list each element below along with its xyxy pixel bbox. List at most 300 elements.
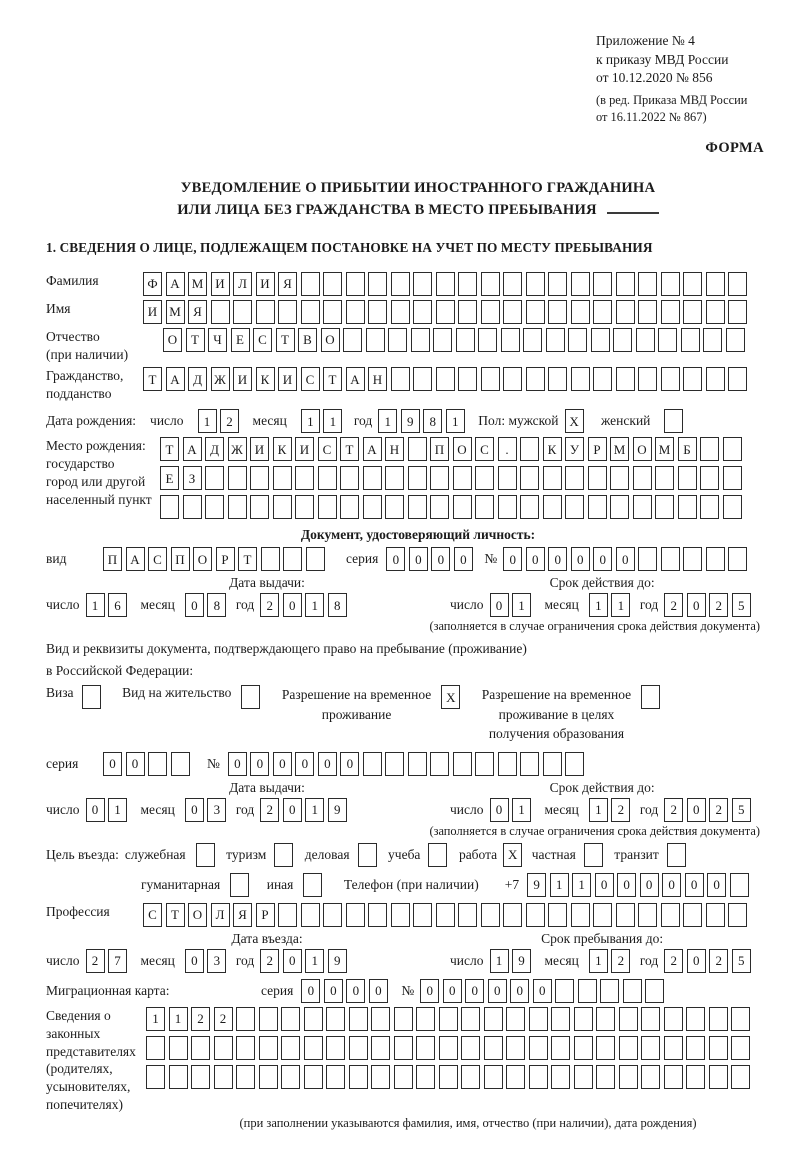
char-cell[interactable]: [574, 1007, 593, 1031]
char-cell[interactable]: 0: [533, 979, 552, 1003]
char-cell[interactable]: [484, 1007, 503, 1031]
char-cell[interactable]: [259, 1065, 278, 1089]
char-cell[interactable]: М: [188, 272, 207, 296]
char-cell[interactable]: [526, 300, 545, 324]
char-cell[interactable]: [641, 1065, 660, 1089]
char-cell[interactable]: 1: [572, 873, 591, 897]
char-cell[interactable]: [655, 495, 674, 519]
char-cell[interactable]: [458, 272, 477, 296]
char-cell[interactable]: 2: [709, 949, 728, 973]
char-cell[interactable]: И: [143, 300, 162, 324]
char-cell[interactable]: [146, 1065, 165, 1089]
char-cell[interactable]: [686, 1036, 705, 1060]
char-cell[interactable]: 0: [490, 798, 509, 822]
char-cell[interactable]: [228, 495, 247, 519]
checkbox-cell[interactable]: [641, 685, 660, 709]
char-cell[interactable]: 1: [169, 1007, 188, 1031]
char-cell[interactable]: Р: [216, 547, 235, 571]
char-cell[interactable]: [436, 272, 455, 296]
char-cell[interactable]: Я: [188, 300, 207, 324]
char-cell[interactable]: [250, 495, 269, 519]
char-cell[interactable]: [619, 1036, 638, 1060]
char-cell[interactable]: 3: [207, 949, 226, 973]
char-cell[interactable]: [548, 903, 567, 927]
char-cell[interactable]: [160, 495, 179, 519]
char-cell[interactable]: 1: [323, 409, 342, 433]
char-cell[interactable]: 0: [103, 752, 122, 776]
char-cell[interactable]: 1: [550, 873, 569, 897]
char-cell[interactable]: [591, 328, 610, 352]
char-cell[interactable]: [430, 466, 449, 490]
char-cell[interactable]: 1: [86, 593, 105, 617]
char-cell[interactable]: [709, 1007, 728, 1031]
char-cell[interactable]: [304, 1065, 323, 1089]
char-cell[interactable]: [475, 495, 494, 519]
char-cell[interactable]: [548, 272, 567, 296]
char-cell[interactable]: [461, 1036, 480, 1060]
char-cell[interactable]: [633, 466, 652, 490]
char-cell[interactable]: Л: [211, 903, 230, 927]
char-cell[interactable]: 2: [664, 593, 683, 617]
char-cell[interactable]: 0: [431, 547, 450, 571]
char-cell[interactable]: 9: [328, 798, 347, 822]
char-cell[interactable]: [551, 1007, 570, 1031]
char-cell[interactable]: [706, 272, 725, 296]
char-cell[interactable]: [233, 300, 252, 324]
char-cell[interactable]: К: [256, 367, 275, 391]
char-cell[interactable]: 0: [595, 873, 614, 897]
char-cell[interactable]: И: [278, 367, 297, 391]
char-cell[interactable]: 0: [617, 873, 636, 897]
char-cell[interactable]: 0: [318, 752, 337, 776]
char-cell[interactable]: [600, 979, 619, 1003]
char-cell[interactable]: [368, 272, 387, 296]
char-cell[interactable]: [636, 328, 655, 352]
char-cell[interactable]: [430, 495, 449, 519]
char-cell[interactable]: [686, 1007, 705, 1031]
char-cell[interactable]: [281, 1065, 300, 1089]
char-cell[interactable]: [295, 495, 314, 519]
char-cell[interactable]: [726, 328, 745, 352]
char-cell[interactable]: [169, 1036, 188, 1060]
char-cell[interactable]: Ж: [211, 367, 230, 391]
char-cell[interactable]: [655, 466, 674, 490]
char-cell[interactable]: [686, 1065, 705, 1089]
char-cell[interactable]: [568, 328, 587, 352]
char-cell[interactable]: 2: [214, 1007, 233, 1031]
char-cell[interactable]: 1: [301, 409, 320, 433]
char-cell[interactable]: А: [183, 437, 202, 461]
char-cell[interactable]: У: [565, 437, 584, 461]
char-cell[interactable]: 5: [732, 798, 751, 822]
char-cell[interactable]: [730, 873, 749, 897]
char-cell[interactable]: [346, 300, 365, 324]
char-cell[interactable]: [183, 495, 202, 519]
char-cell[interactable]: 1: [146, 1007, 165, 1031]
char-cell[interactable]: [543, 466, 562, 490]
char-cell[interactable]: [439, 1065, 458, 1089]
char-cell[interactable]: [413, 300, 432, 324]
char-cell[interactable]: 1: [108, 798, 127, 822]
char-cell[interactable]: 0: [283, 798, 302, 822]
checkbox-cell[interactable]: [428, 843, 447, 867]
char-cell[interactable]: [349, 1007, 368, 1031]
char-cell[interactable]: [453, 752, 472, 776]
char-cell[interactable]: [301, 272, 320, 296]
char-cell[interactable]: [526, 903, 545, 927]
char-cell[interactable]: [368, 300, 387, 324]
char-cell[interactable]: [723, 495, 742, 519]
char-cell[interactable]: С: [475, 437, 494, 461]
char-cell[interactable]: С: [318, 437, 337, 461]
char-cell[interactable]: В: [298, 328, 317, 352]
checkbox-cell[interactable]: X: [503, 843, 522, 867]
char-cell[interactable]: [391, 300, 410, 324]
char-cell[interactable]: [520, 466, 539, 490]
char-cell[interactable]: 1: [305, 593, 324, 617]
checkbox-cell[interactable]: [274, 843, 293, 867]
char-cell[interactable]: [171, 752, 190, 776]
char-cell[interactable]: [228, 466, 247, 490]
char-cell[interactable]: Т: [276, 328, 295, 352]
char-cell[interactable]: [664, 1065, 683, 1089]
char-cell[interactable]: [408, 495, 427, 519]
char-cell[interactable]: [413, 903, 432, 927]
char-cell[interactable]: [385, 752, 404, 776]
char-cell[interactable]: 0: [228, 752, 247, 776]
char-cell[interactable]: Т: [166, 903, 185, 927]
checkbox-cell[interactable]: [230, 873, 249, 897]
char-cell[interactable]: [503, 903, 522, 927]
char-cell[interactable]: [408, 466, 427, 490]
char-cell[interactable]: [529, 1065, 548, 1089]
char-cell[interactable]: 2: [664, 798, 683, 822]
char-cell[interactable]: [326, 1065, 345, 1089]
char-cell[interactable]: [191, 1036, 210, 1060]
char-cell[interactable]: И: [295, 437, 314, 461]
char-cell[interactable]: Ф: [143, 272, 162, 296]
char-cell[interactable]: [436, 367, 455, 391]
char-cell[interactable]: [661, 903, 680, 927]
char-cell[interactable]: [273, 495, 292, 519]
char-cell[interactable]: [346, 272, 365, 296]
checkbox-cell[interactable]: [358, 843, 377, 867]
char-cell[interactable]: [593, 903, 612, 927]
char-cell[interactable]: [506, 1065, 525, 1089]
char-cell[interactable]: С: [301, 367, 320, 391]
checkbox-cell[interactable]: [664, 409, 683, 433]
char-cell[interactable]: И: [250, 437, 269, 461]
char-cell[interactable]: Т: [143, 367, 162, 391]
char-cell[interactable]: [340, 466, 359, 490]
char-cell[interactable]: О: [321, 328, 340, 352]
char-cell[interactable]: [681, 328, 700, 352]
char-cell[interactable]: 0: [488, 979, 507, 1003]
char-cell[interactable]: [571, 300, 590, 324]
char-cell[interactable]: [610, 466, 629, 490]
checkbox-cell[interactable]: [196, 843, 215, 867]
char-cell[interactable]: 1: [611, 593, 630, 617]
char-cell[interactable]: Д: [205, 437, 224, 461]
char-cell[interactable]: [281, 1036, 300, 1060]
char-cell[interactable]: [520, 437, 539, 461]
char-cell[interactable]: [683, 272, 702, 296]
char-cell[interactable]: [148, 752, 167, 776]
char-cell[interactable]: 0: [571, 547, 590, 571]
char-cell[interactable]: [565, 495, 584, 519]
char-cell[interactable]: [683, 367, 702, 391]
char-cell[interactable]: [728, 547, 747, 571]
char-cell[interactable]: [588, 466, 607, 490]
char-cell[interactable]: Б: [678, 437, 697, 461]
char-cell[interactable]: [436, 903, 455, 927]
char-cell[interactable]: [501, 328, 520, 352]
char-cell[interactable]: А: [166, 272, 185, 296]
checkbox-cell[interactable]: X: [441, 685, 460, 709]
char-cell[interactable]: .: [498, 437, 517, 461]
char-cell[interactable]: [456, 328, 475, 352]
char-cell[interactable]: [205, 495, 224, 519]
char-cell[interactable]: 0: [465, 979, 484, 1003]
char-cell[interactable]: [430, 752, 449, 776]
char-cell[interactable]: [458, 300, 477, 324]
char-cell[interactable]: 0: [185, 593, 204, 617]
char-cell[interactable]: [278, 300, 297, 324]
char-cell[interactable]: [385, 466, 404, 490]
char-cell[interactable]: [349, 1065, 368, 1089]
char-cell[interactable]: Р: [256, 903, 275, 927]
char-cell[interactable]: [596, 1007, 615, 1031]
char-cell[interactable]: Л: [233, 272, 252, 296]
char-cell[interactable]: 1: [490, 949, 509, 973]
char-cell[interactable]: М: [655, 437, 674, 461]
char-cell[interactable]: 0: [616, 547, 635, 571]
char-cell[interactable]: П: [430, 437, 449, 461]
char-cell[interactable]: [551, 1065, 570, 1089]
char-cell[interactable]: С: [148, 547, 167, 571]
char-cell[interactable]: 5: [732, 949, 751, 973]
checkbox-cell[interactable]: X: [565, 409, 584, 433]
char-cell[interactable]: Н: [385, 437, 404, 461]
char-cell[interactable]: [323, 903, 342, 927]
char-cell[interactable]: [526, 272, 545, 296]
char-cell[interactable]: [408, 437, 427, 461]
char-cell[interactable]: [706, 300, 725, 324]
char-cell[interactable]: 0: [420, 979, 439, 1003]
char-cell[interactable]: 0: [593, 547, 612, 571]
char-cell[interactable]: 0: [295, 752, 314, 776]
char-cell[interactable]: 8: [423, 409, 442, 433]
char-cell[interactable]: 2: [86, 949, 105, 973]
char-cell[interactable]: [638, 547, 657, 571]
char-cell[interactable]: [546, 328, 565, 352]
char-cell[interactable]: А: [166, 367, 185, 391]
char-cell[interactable]: [461, 1065, 480, 1089]
char-cell[interactable]: П: [171, 547, 190, 571]
char-cell[interactable]: 3: [207, 798, 226, 822]
char-cell[interactable]: [273, 466, 292, 490]
char-cell[interactable]: 2: [709, 593, 728, 617]
char-cell[interactable]: [498, 495, 517, 519]
char-cell[interactable]: [503, 367, 522, 391]
char-cell[interactable]: 0: [640, 873, 659, 897]
char-cell[interactable]: [394, 1007, 413, 1031]
checkbox-cell[interactable]: [241, 685, 260, 709]
char-cell[interactable]: [661, 272, 680, 296]
char-cell[interactable]: [318, 466, 337, 490]
char-cell[interactable]: [638, 272, 657, 296]
char-cell[interactable]: Е: [160, 466, 179, 490]
char-cell[interactable]: [703, 328, 722, 352]
char-cell[interactable]: 0: [273, 752, 292, 776]
char-cell[interactable]: [461, 1007, 480, 1031]
char-cell[interactable]: [574, 1036, 593, 1060]
char-cell[interactable]: [439, 1036, 458, 1060]
char-cell[interactable]: [678, 495, 697, 519]
char-cell[interactable]: [523, 328, 542, 352]
char-cell[interactable]: [633, 495, 652, 519]
char-cell[interactable]: 0: [526, 547, 545, 571]
char-cell[interactable]: [709, 1036, 728, 1060]
char-cell[interactable]: [323, 300, 342, 324]
char-cell[interactable]: [728, 300, 747, 324]
char-cell[interactable]: [416, 1065, 435, 1089]
char-cell[interactable]: [281, 1007, 300, 1031]
char-cell[interactable]: [368, 903, 387, 927]
char-cell[interactable]: 8: [328, 593, 347, 617]
char-cell[interactable]: [645, 979, 664, 1003]
char-cell[interactable]: 1: [589, 949, 608, 973]
char-cell[interactable]: [638, 300, 657, 324]
char-cell[interactable]: Е: [231, 328, 250, 352]
char-cell[interactable]: 2: [664, 949, 683, 973]
char-cell[interactable]: 0: [301, 979, 320, 1003]
char-cell[interactable]: Р: [588, 437, 607, 461]
char-cell[interactable]: [453, 495, 472, 519]
char-cell[interactable]: 0: [454, 547, 473, 571]
char-cell[interactable]: [326, 1007, 345, 1031]
char-cell[interactable]: [283, 547, 302, 571]
char-cell[interactable]: [411, 328, 430, 352]
char-cell[interactable]: [520, 495, 539, 519]
char-cell[interactable]: 2: [260, 593, 279, 617]
char-cell[interactable]: [326, 1036, 345, 1060]
char-cell[interactable]: Т: [323, 367, 342, 391]
checkbox-cell[interactable]: [584, 843, 603, 867]
char-cell[interactable]: 0: [126, 752, 145, 776]
char-cell[interactable]: 0: [687, 949, 706, 973]
char-cell[interactable]: [481, 300, 500, 324]
char-cell[interactable]: Д: [188, 367, 207, 391]
char-cell[interactable]: [301, 903, 320, 927]
char-cell[interactable]: [616, 903, 635, 927]
char-cell[interactable]: [475, 466, 494, 490]
char-cell[interactable]: А: [363, 437, 382, 461]
char-cell[interactable]: 1: [589, 798, 608, 822]
char-cell[interactable]: [439, 1007, 458, 1031]
char-cell[interactable]: Т: [186, 328, 205, 352]
char-cell[interactable]: [731, 1036, 750, 1060]
char-cell[interactable]: С: [253, 328, 272, 352]
char-cell[interactable]: [571, 272, 590, 296]
char-cell[interactable]: [484, 1065, 503, 1089]
char-cell[interactable]: И: [256, 272, 275, 296]
char-cell[interactable]: 2: [611, 949, 630, 973]
char-cell[interactable]: 0: [369, 979, 388, 1003]
char-cell[interactable]: 8: [207, 593, 226, 617]
char-cell[interactable]: [529, 1036, 548, 1060]
char-cell[interactable]: М: [610, 437, 629, 461]
char-cell[interactable]: 0: [283, 593, 302, 617]
char-cell[interactable]: [661, 367, 680, 391]
char-cell[interactable]: [295, 466, 314, 490]
char-cell[interactable]: [593, 300, 612, 324]
char-cell[interactable]: [616, 300, 635, 324]
char-cell[interactable]: 1: [305, 949, 324, 973]
char-cell[interactable]: 0: [340, 752, 359, 776]
char-cell[interactable]: [555, 979, 574, 1003]
char-cell[interactable]: [416, 1036, 435, 1060]
char-cell[interactable]: 0: [185, 949, 204, 973]
char-cell[interactable]: О: [453, 437, 472, 461]
char-cell[interactable]: [205, 466, 224, 490]
char-cell[interactable]: О: [163, 328, 182, 352]
char-cell[interactable]: [731, 1007, 750, 1031]
char-cell[interactable]: 1: [378, 409, 397, 433]
char-cell[interactable]: 0: [283, 949, 302, 973]
char-cell[interactable]: [433, 328, 452, 352]
char-cell[interactable]: [661, 300, 680, 324]
char-cell[interactable]: [413, 272, 432, 296]
char-cell[interactable]: [529, 1007, 548, 1031]
char-cell[interactable]: [571, 367, 590, 391]
char-cell[interactable]: [723, 466, 742, 490]
char-cell[interactable]: И: [211, 272, 230, 296]
char-cell[interactable]: И: [233, 367, 252, 391]
char-cell[interactable]: [664, 1036, 683, 1060]
char-cell[interactable]: [596, 1065, 615, 1089]
char-cell[interactable]: [664, 1007, 683, 1031]
char-cell[interactable]: 0: [443, 979, 462, 1003]
checkbox-cell[interactable]: [82, 685, 101, 709]
char-cell[interactable]: [391, 367, 410, 391]
char-cell[interactable]: [616, 367, 635, 391]
char-cell[interactable]: [478, 328, 497, 352]
char-cell[interactable]: [394, 1065, 413, 1089]
char-cell[interactable]: [408, 752, 427, 776]
char-cell[interactable]: Ч: [208, 328, 227, 352]
char-cell[interactable]: [214, 1036, 233, 1060]
char-cell[interactable]: 0: [409, 547, 428, 571]
char-cell[interactable]: О: [633, 437, 652, 461]
char-cell[interactable]: [366, 328, 385, 352]
char-cell[interactable]: [565, 466, 584, 490]
char-cell[interactable]: 1: [589, 593, 608, 617]
char-cell[interactable]: [565, 752, 584, 776]
char-cell[interactable]: [388, 328, 407, 352]
char-cell[interactable]: Н: [368, 367, 387, 391]
char-cell[interactable]: 0: [86, 798, 105, 822]
char-cell[interactable]: [363, 495, 382, 519]
char-cell[interactable]: [526, 367, 545, 391]
char-cell[interactable]: [413, 367, 432, 391]
char-cell[interactable]: Ж: [228, 437, 247, 461]
char-cell[interactable]: [548, 367, 567, 391]
char-cell[interactable]: П: [103, 547, 122, 571]
char-cell[interactable]: [613, 328, 632, 352]
char-cell[interactable]: [638, 367, 657, 391]
char-cell[interactable]: [259, 1036, 278, 1060]
